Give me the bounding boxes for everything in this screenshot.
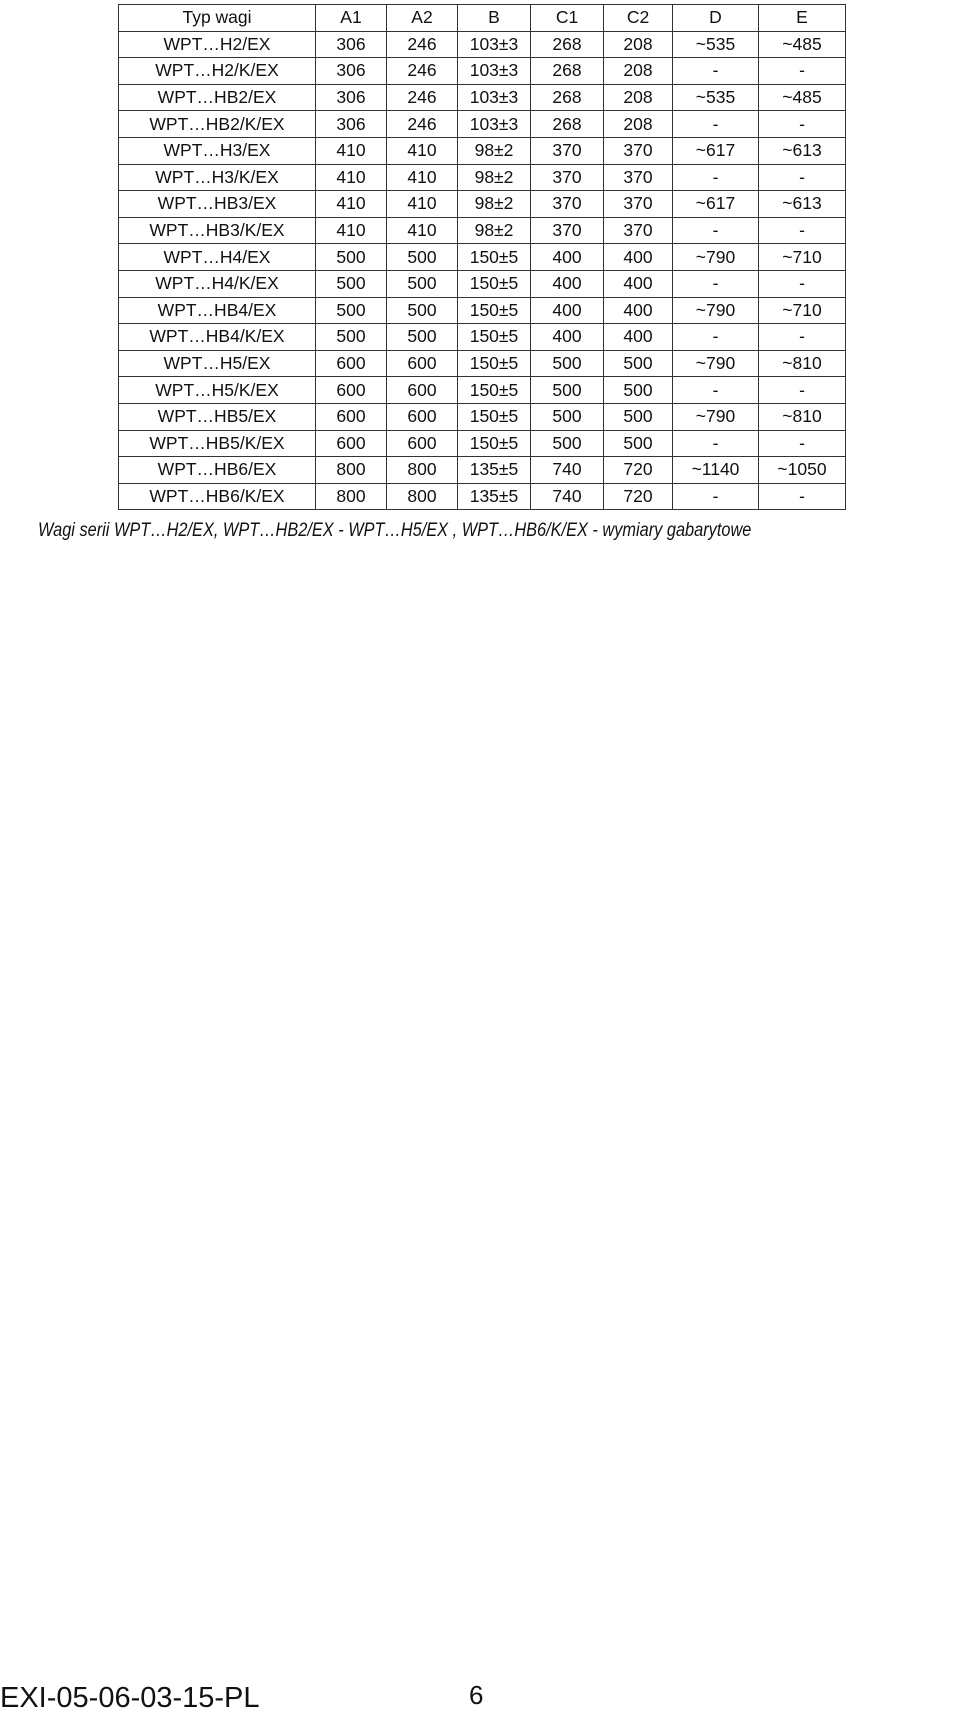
dimension-cell: 306 bbox=[316, 31, 387, 58]
scale-type-cell: WPT…H5/K/EX bbox=[119, 377, 316, 404]
dimension-cell: 246 bbox=[387, 84, 458, 111]
dimension-cell: 500 bbox=[604, 377, 673, 404]
dimension-cell: 98±2 bbox=[458, 137, 531, 164]
dimension-cell: - bbox=[673, 377, 759, 404]
dimension-cell: 268 bbox=[531, 84, 604, 111]
dimension-cell: 370 bbox=[531, 217, 604, 244]
column-header: C1 bbox=[531, 5, 604, 32]
dimension-cell: - bbox=[759, 483, 846, 510]
dimension-cell: 400 bbox=[604, 270, 673, 297]
dimension-cell: ~790 bbox=[673, 244, 759, 271]
dimension-cell: 306 bbox=[316, 111, 387, 138]
dimension-cell: - bbox=[759, 430, 846, 457]
dimension-cell: - bbox=[673, 430, 759, 457]
dimension-cell: 400 bbox=[604, 297, 673, 324]
dimension-cell: 103±3 bbox=[458, 31, 531, 58]
dimension-cell: 500 bbox=[531, 377, 604, 404]
dimension-cell: ~1050 bbox=[759, 457, 846, 484]
scale-type-cell: WPT…H2/EX bbox=[119, 31, 316, 58]
scale-type-cell: WPT…H4/EX bbox=[119, 244, 316, 271]
dimension-cell: 500 bbox=[387, 297, 458, 324]
dimension-cell: 246 bbox=[387, 31, 458, 58]
table-row bbox=[119, 457, 846, 484]
dimension-cell: - bbox=[673, 217, 759, 244]
table-caption: Wagi serii WPT…H2/EX, WPT…HB2/EX - WPT…H5/EX , WPT…HB6/K/EX - wymiary gabarytowe bbox=[38, 520, 752, 541]
dimension-cell: 800 bbox=[387, 483, 458, 510]
table-row bbox=[119, 31, 846, 58]
scale-type-cell: WPT…H3/EX bbox=[119, 137, 316, 164]
dimension-cell: 600 bbox=[387, 377, 458, 404]
dimension-cell: ~535 bbox=[673, 84, 759, 111]
dimension-cell: 600 bbox=[387, 430, 458, 457]
dimension-cell: ~790 bbox=[673, 403, 759, 430]
dimension-cell: 268 bbox=[531, 58, 604, 85]
scale-type-cell: WPT…HB3/EX bbox=[119, 191, 316, 218]
dimension-cell: 246 bbox=[387, 58, 458, 85]
dimension-cell: ~485 bbox=[759, 31, 846, 58]
dimension-cell: 268 bbox=[531, 31, 604, 58]
dimension-cell: 500 bbox=[316, 324, 387, 351]
dimension-cell: ~790 bbox=[673, 297, 759, 324]
dimension-cell: 500 bbox=[387, 244, 458, 271]
dimension-cell: 500 bbox=[531, 350, 604, 377]
document-code: EXI-05-06-03-15-PL bbox=[0, 1682, 260, 1714]
dimension-cell: 400 bbox=[531, 324, 604, 351]
dimension-cell: 410 bbox=[387, 191, 458, 218]
dimension-cell: 800 bbox=[316, 457, 387, 484]
dimension-cell: - bbox=[673, 164, 759, 191]
dimension-cell: ~790 bbox=[673, 350, 759, 377]
dimension-cell: - bbox=[759, 164, 846, 191]
dimension-cell: - bbox=[673, 58, 759, 85]
column-header: E bbox=[759, 5, 846, 32]
dimension-cell: - bbox=[673, 324, 759, 351]
dimension-cell: 208 bbox=[604, 58, 673, 85]
dimension-cell: - bbox=[673, 483, 759, 510]
dimension-cell: 500 bbox=[604, 430, 673, 457]
dimension-cell: - bbox=[759, 58, 846, 85]
dimension-cell: 740 bbox=[531, 457, 604, 484]
dimension-cell: 370 bbox=[604, 164, 673, 191]
dimension-cell: 410 bbox=[387, 217, 458, 244]
dimension-cell: 150±5 bbox=[458, 297, 531, 324]
dimension-cell: 208 bbox=[604, 111, 673, 138]
dimension-cell: 246 bbox=[387, 111, 458, 138]
dimension-cell: 800 bbox=[387, 457, 458, 484]
scale-type-cell: WPT…HB2/K/EX bbox=[119, 111, 316, 138]
dimension-cell: - bbox=[759, 377, 846, 404]
dimension-cell: 150±5 bbox=[458, 324, 531, 351]
dimension-cell: 500 bbox=[604, 350, 673, 377]
dimension-cell: 720 bbox=[604, 483, 673, 510]
dimension-cell: 400 bbox=[604, 244, 673, 271]
scale-type-cell: WPT…HB6/K/EX bbox=[119, 483, 316, 510]
column-header: D bbox=[673, 5, 759, 32]
dimension-cell: 98±2 bbox=[458, 191, 531, 218]
dimension-cell: 135±5 bbox=[458, 457, 531, 484]
table-row bbox=[119, 164, 846, 191]
dimension-cell: 370 bbox=[531, 164, 604, 191]
dimension-cell: ~613 bbox=[759, 191, 846, 218]
dimension-cell: 150±5 bbox=[458, 244, 531, 271]
column-header: C2 bbox=[604, 5, 673, 32]
dimension-cell: 410 bbox=[316, 164, 387, 191]
dimension-cell: 150±5 bbox=[458, 403, 531, 430]
table-row bbox=[119, 324, 846, 351]
dimension-cell: 600 bbox=[316, 377, 387, 404]
table-row bbox=[119, 58, 846, 85]
dimension-cell: 208 bbox=[604, 31, 673, 58]
dimension-cell: 600 bbox=[316, 403, 387, 430]
column-header: A2 bbox=[387, 5, 458, 32]
table-header-row bbox=[119, 5, 846, 32]
page-number: 6 bbox=[469, 1680, 484, 1710]
scale-type-cell: WPT…HB2/EX bbox=[119, 84, 316, 111]
dimension-cell: 400 bbox=[531, 297, 604, 324]
dimension-cell: 306 bbox=[316, 58, 387, 85]
dimension-cell: 98±2 bbox=[458, 164, 531, 191]
dimension-cell: 103±3 bbox=[458, 58, 531, 85]
dimensions-table bbox=[118, 4, 846, 510]
dimension-cell: - bbox=[759, 324, 846, 351]
dimension-cell: ~1140 bbox=[673, 457, 759, 484]
table-row bbox=[119, 483, 846, 510]
dimension-cell: 500 bbox=[531, 430, 604, 457]
dimension-cell: ~810 bbox=[759, 403, 846, 430]
dimension-cell: 500 bbox=[531, 403, 604, 430]
dimension-cell: 208 bbox=[604, 84, 673, 111]
dimension-cell: 150±5 bbox=[458, 377, 531, 404]
dimension-cell: ~535 bbox=[673, 31, 759, 58]
dimension-cell: 410 bbox=[316, 191, 387, 218]
scale-type-cell: WPT…HB5/K/EX bbox=[119, 430, 316, 457]
table-row bbox=[119, 191, 846, 218]
dimension-cell: 600 bbox=[387, 350, 458, 377]
dimension-cell: - bbox=[673, 111, 759, 138]
dimension-cell: 400 bbox=[531, 244, 604, 271]
table-row bbox=[119, 297, 846, 324]
dimension-cell: 410 bbox=[316, 217, 387, 244]
table-row bbox=[119, 137, 846, 164]
scale-type-cell: WPT…HB4/EX bbox=[119, 297, 316, 324]
dimension-cell: 135±5 bbox=[458, 483, 531, 510]
table-row bbox=[119, 111, 846, 138]
column-header: Typ wagi bbox=[119, 5, 316, 32]
dimension-cell: ~810 bbox=[759, 350, 846, 377]
dimension-cell: 268 bbox=[531, 111, 604, 138]
column-header: A1 bbox=[316, 5, 387, 32]
dimension-cell: 370 bbox=[531, 191, 604, 218]
dimension-cell: 410 bbox=[316, 137, 387, 164]
dimension-cell: - bbox=[759, 111, 846, 138]
dimension-cell: 410 bbox=[387, 137, 458, 164]
dimension-cell: 370 bbox=[604, 191, 673, 218]
dimension-cell: 500 bbox=[387, 324, 458, 351]
scale-type-cell: WPT…H2/K/EX bbox=[119, 58, 316, 85]
dimension-cell: 800 bbox=[316, 483, 387, 510]
table-row bbox=[119, 84, 846, 111]
dimension-cell: 500 bbox=[604, 403, 673, 430]
dimension-cell: 600 bbox=[316, 350, 387, 377]
dimension-cell: 103±3 bbox=[458, 111, 531, 138]
dimension-cell: 98±2 bbox=[458, 217, 531, 244]
dimension-cell: 600 bbox=[316, 430, 387, 457]
table-row bbox=[119, 350, 846, 377]
table-row bbox=[119, 430, 846, 457]
scale-type-cell: WPT…H3/K/EX bbox=[119, 164, 316, 191]
dimension-cell: 500 bbox=[387, 270, 458, 297]
table-row bbox=[119, 403, 846, 430]
table-row bbox=[119, 217, 846, 244]
dimension-cell: ~617 bbox=[673, 191, 759, 218]
scale-type-cell: WPT…H4/K/EX bbox=[119, 270, 316, 297]
dimension-cell: - bbox=[759, 270, 846, 297]
dimension-cell: ~485 bbox=[759, 84, 846, 111]
dimension-cell: 306 bbox=[316, 84, 387, 111]
scale-type-cell: WPT…HB4/K/EX bbox=[119, 324, 316, 351]
dimension-cell: - bbox=[759, 217, 846, 244]
dimension-cell: ~710 bbox=[759, 297, 846, 324]
table-row bbox=[119, 377, 846, 404]
dimension-cell: 500 bbox=[316, 297, 387, 324]
scale-type-cell: WPT…HB6/EX bbox=[119, 457, 316, 484]
dimension-cell: ~613 bbox=[759, 137, 846, 164]
dimension-cell: 400 bbox=[604, 324, 673, 351]
dimension-cell: 500 bbox=[316, 270, 387, 297]
table-row bbox=[119, 270, 846, 297]
dimension-cell: 370 bbox=[531, 137, 604, 164]
dimension-cell: 410 bbox=[387, 164, 458, 191]
dimension-cell: 720 bbox=[604, 457, 673, 484]
dimension-cell: ~617 bbox=[673, 137, 759, 164]
dimension-cell: 740 bbox=[531, 483, 604, 510]
dimension-cell: 150±5 bbox=[458, 430, 531, 457]
dimension-cell: 150±5 bbox=[458, 350, 531, 377]
dimension-cell: ~710 bbox=[759, 244, 846, 271]
dimension-cell: 150±5 bbox=[458, 270, 531, 297]
dimension-cell: 370 bbox=[604, 137, 673, 164]
dimension-cell: 600 bbox=[387, 403, 458, 430]
dimension-cell: 400 bbox=[531, 270, 604, 297]
table-row bbox=[119, 244, 846, 271]
scale-type-cell: WPT…H5/EX bbox=[119, 350, 316, 377]
column-header: B bbox=[458, 5, 531, 32]
scale-type-cell: WPT…HB5/EX bbox=[119, 403, 316, 430]
dimension-cell: 500 bbox=[316, 244, 387, 271]
dimension-cell: - bbox=[673, 270, 759, 297]
dimension-cell: 103±3 bbox=[458, 84, 531, 111]
dimension-cell: 370 bbox=[604, 217, 673, 244]
scale-type-cell: WPT…HB3/K/EX bbox=[119, 217, 316, 244]
